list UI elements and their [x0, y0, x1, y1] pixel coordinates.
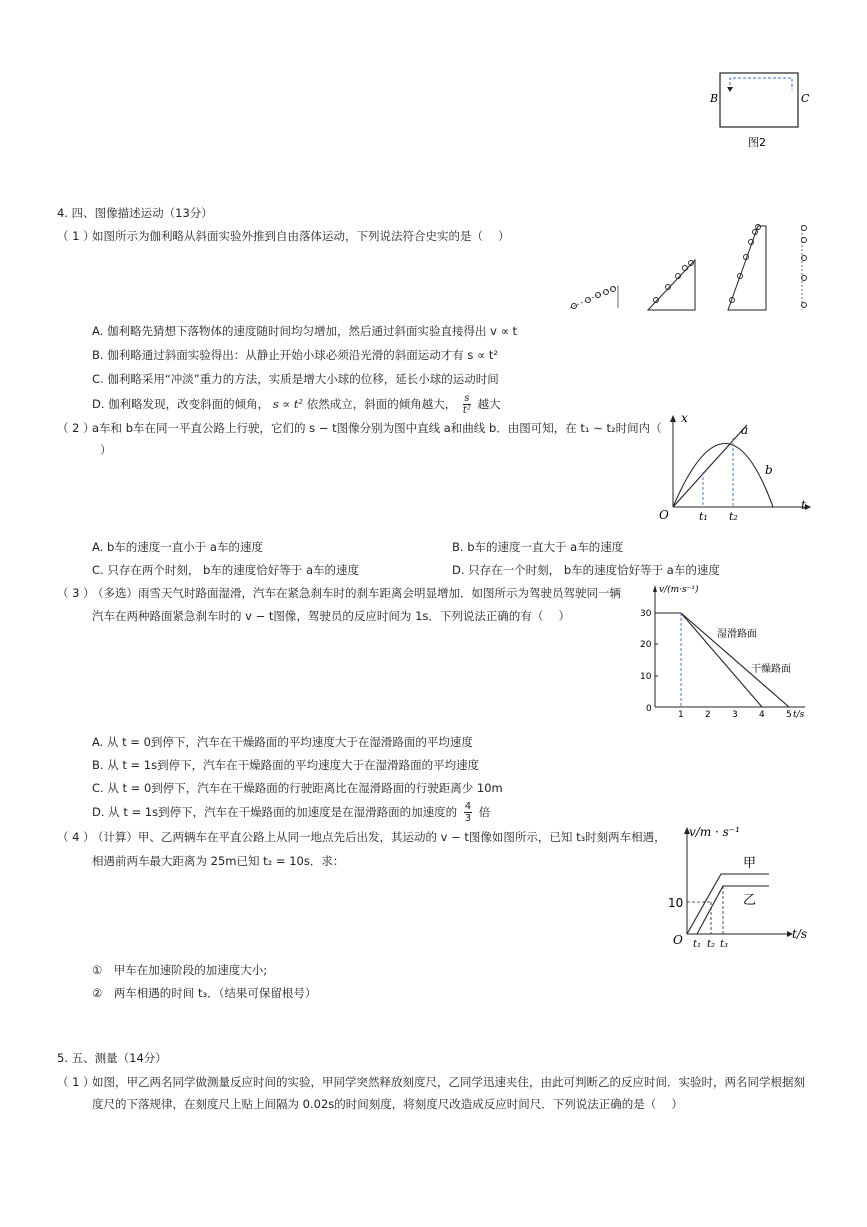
q3-option-d-fraction: [464, 801, 472, 824]
galileo-incline-figure: [560, 220, 820, 315]
fraction-numerator: s: [464, 393, 470, 404]
t3-label: t₃: [720, 939, 729, 950]
x-ticks: [678, 710, 792, 720]
x-tick-3: 3: [732, 710, 738, 720]
v-axis-label: v/(m·s⁻¹): [659, 585, 699, 595]
s5-q1-stem: 如图，甲乙两名同学做测量反应时间的实验，甲同学突然释放刻度尺，乙同学迅速夹住，由此可判断乙的反应时间．实验时，两名同学根据刻: [92, 1075, 805, 1089]
q3-option-d: [92, 801, 490, 824]
fraction-denominator: 3: [464, 813, 472, 824]
t-axis-label: t: [801, 498, 806, 512]
t-axis-label: t/s: [793, 710, 805, 720]
s5-q1-stem-cont: 度尺的下落规律，在刻度尺上贴上间隔为 0.02s的时间刻度，将刻度尺改造成反应时间尺．下列说法正确的是（ ）: [92, 1097, 683, 1111]
y-tick-10: 10: [640, 672, 652, 682]
q3-option-c: C. 从 t = 0到停下，汽车在干燥路面的行驶距离比在湿滑路面的行驶距离少 10m: [92, 781, 503, 795]
q3-stem-cont: 汽车在两种路面紧急刹车时的 v − t图像，驾驶员的反应时间为 1s．下列说法正确的有（ ）: [92, 609, 571, 623]
arrow-icon: [727, 87, 733, 92]
yi-label: 乙: [743, 893, 757, 908]
jia-line: [687, 874, 769, 934]
y-tick-0: 0: [646, 704, 652, 714]
v-10-label: 10: [668, 896, 684, 910]
q1-number: （ 1 ）: [57, 229, 95, 243]
fraction-numerator: 4: [464, 801, 472, 812]
q1-option-c: C. 伽利略采用“冲淡”重力的方法，实质是增大小球的位移，延长小球的运动时间: [92, 372, 499, 386]
q1-option-d-text-3: 越大: [477, 397, 501, 411]
q4-sub-2: ② 两车相遇的时间 t₃．（结果可保留根号）: [92, 986, 317, 1000]
q1-option-d-formula: s ∝ t²: [272, 397, 304, 411]
figure-2: [700, 60, 820, 160]
s5-q1-number: （ 1 ）: [57, 1075, 95, 1089]
q4-vt-graph: [665, 820, 815, 955]
t-axis-label: t/s: [792, 927, 808, 941]
q3-option-b: B. 从 t = 1s到停下，汽车在干燥路面的平均速度大于在湿滑路面的平均速度: [92, 758, 480, 772]
figure-2-box: [720, 73, 798, 127]
t2-label: t₂: [729, 510, 738, 523]
q2-stem-cont: ）: [100, 443, 112, 457]
arrow-icon: [670, 415, 676, 422]
q2-number: （ 2 ）: [57, 421, 95, 435]
figure-2-label-b: B: [710, 92, 719, 105]
q1-option-d-text: D. 伽利略发现，改变斜面的倾角，: [92, 397, 270, 411]
q1-option-a: A. 伽利略先猜想下落物体的速度随时间均匀增加，然后通过斜面实验直接得出 v ∝ t: [92, 324, 517, 338]
x-tick-1: 1: [678, 710, 684, 720]
dry-road-label: 干燥路面: [751, 664, 791, 675]
q2-option-c: C. 只存在两个时刻， b车的速度恰好等于 a车的速度: [92, 563, 359, 577]
section-4-title: 4. 四、图像描述运动（13分）: [57, 206, 213, 220]
origin-label: O: [673, 933, 683, 947]
y-tick-20: 20: [640, 640, 652, 650]
wet-line: [681, 613, 789, 707]
curve-b-label: b: [765, 463, 773, 477]
q3-option-d-text-2: 倍: [478, 805, 491, 819]
x-tick-5: 5: [786, 710, 792, 720]
q4-stem-cont: 相遇前两车最大距离为 25m已知 t₂ = 10s．求：: [92, 854, 345, 868]
q2-stem: a车和 b车在同一平直公路上行驶，它们的 s − t图像分别为图中直线 a和曲线 b．由图可知，在 t₁ ∼ t₂时间内（: [92, 421, 662, 435]
t1-label: t₁: [693, 939, 702, 950]
line-a: [673, 425, 747, 507]
q2-st-graph: [655, 410, 815, 525]
arrow-icon: [805, 504, 811, 510]
q2-option-a: A. b车的速度一直小于 a车的速度: [92, 540, 263, 554]
figure-2-caption: 图2: [748, 136, 766, 149]
q1-option-d-text-2: 依然成立，斜面的倾角越大，: [306, 397, 457, 411]
q2-option-b: B. b车的速度一直大于 a车的速度: [452, 540, 624, 554]
x-axis-label: x: [681, 411, 688, 425]
wet-road-label: 湿滑路面: [717, 629, 757, 640]
line-a-label: a: [741, 423, 749, 437]
t1-label: t₁: [699, 510, 708, 523]
v-axis-label: v/m · s⁻¹: [689, 825, 740, 839]
arrow-icon: [653, 585, 657, 592]
q3-option-d-text: D. 从 t = 1s到停下，汽车在干燥路面的加速度是在湿滑路面的加速度的: [92, 805, 458, 819]
q1-option-b: B. 伽利略通过斜面实验得出：从静止开始小球必须沿光滑的斜面运动才有 s ∝ t²: [92, 348, 498, 362]
fraction-denominator: t²: [462, 405, 471, 416]
section-5-title: 5. 五、测量（14分）: [57, 1051, 167, 1065]
q4-number: （ 4 ）: [57, 830, 95, 844]
q1-option-d-fraction: [463, 393, 471, 416]
curve-b: [673, 444, 773, 508]
q2-option-d: D. 只存在一个时刻， b车的速度恰好等于 a车的速度: [452, 563, 720, 577]
q4-stem: （计算）甲、乙两辆车在平直公路上从同一地点先后出发，其运动的 v − t图像如图所示，已知 t₃时刻两车相遇，: [92, 830, 666, 844]
x-tick-4: 4: [759, 710, 765, 720]
jia-label: 甲: [743, 856, 757, 871]
y-tick-30: 30: [640, 609, 652, 619]
t2-label: t₂: [707, 939, 716, 950]
figure-2-label-c: C: [801, 92, 810, 105]
figure-2-path: [730, 78, 792, 90]
q3-option-a: A. 从 t = 0到停下，汽车在干燥路面的平均速度大于在湿滑路面的平均速度: [92, 735, 473, 749]
q3-number: （ 3 ）: [57, 586, 95, 600]
q1-stem: 如图所示为伽利略从斜面实验外推到自由落体运动，下列说法符合史实的是（ ）: [92, 229, 510, 243]
origin-label: O: [659, 508, 669, 522]
q3-stem: （多选）雨雪天气时路面湿滑，汽车在紧急刹车时的刹车距离会明显增加．如图所示为驾驶员驾驶同一辆: [92, 586, 621, 600]
q1-option-d: [92, 393, 501, 416]
x-tick-2: 2: [705, 710, 711, 720]
q3-vt-graph: [637, 580, 817, 725]
yi-line: [697, 886, 769, 934]
q4-sub-1: ① 甲车在加速阶段的加速度大小;: [92, 963, 268, 977]
dry-line: [681, 613, 762, 707]
